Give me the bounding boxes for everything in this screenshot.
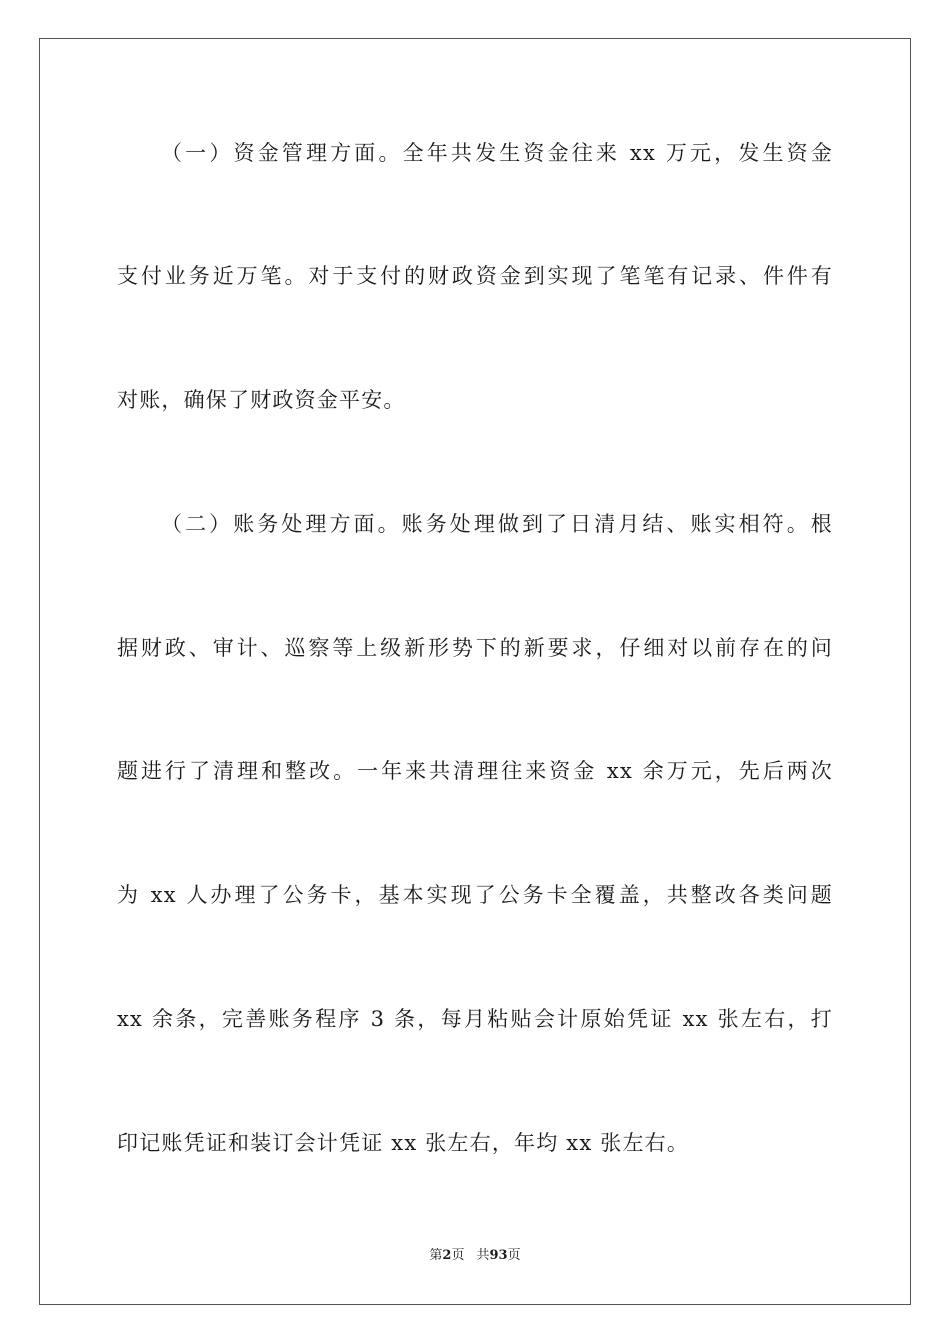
- footer-page-prefix: 第: [429, 1248, 443, 1263]
- paragraph-2-line-5: xx 余条，完善账务程序 3 条，每月粘贴会计原始凭证 xx 张左右，打: [117, 1007, 833, 1031]
- footer-total-suffix: 页: [507, 1248, 521, 1263]
- page-footer: [0, 1247, 950, 1265]
- paragraph-2-line-3: 题进行了清理和整改。一年来共清理往来资金 xx 余万元，先后两次: [117, 759, 833, 783]
- footer-page-number: 2: [442, 1248, 452, 1263]
- paragraph-2-line-2: 据财政、审计、巡察等上级新形势下的新要求，仔细对以前存在的问: [117, 636, 833, 660]
- footer-total-pages: 93: [489, 1248, 508, 1263]
- paragraph-1-line-2: 支付业务近万笔。对于支付的财政资金到实现了笔笔有记录、件件有: [117, 264, 833, 288]
- paragraph-2-line-4: 为 xx 人办理了公务卡，基本实现了公务卡全覆盖，共整改各类问题: [117, 883, 833, 907]
- paragraph-1-line-3: 对账，确保了财政资金平安。: [117, 388, 406, 412]
- footer-page-suffix: 页: [451, 1248, 465, 1263]
- paragraph-1-line-1: （一）资金管理方面。全年共发生资金往来 xx 万元，发生资金: [161, 141, 833, 165]
- page-frame: [39, 38, 911, 1305]
- paragraph-2-line-6: 印记账凭证和装订会计凭证 xx 张左右，年均 xx 张左右。: [117, 1131, 690, 1155]
- footer-total-prefix: 共: [476, 1248, 490, 1263]
- paragraph-2-line-1: （二）账务处理方面。账务处理做到了日清月结、账实相符。根: [161, 512, 833, 536]
